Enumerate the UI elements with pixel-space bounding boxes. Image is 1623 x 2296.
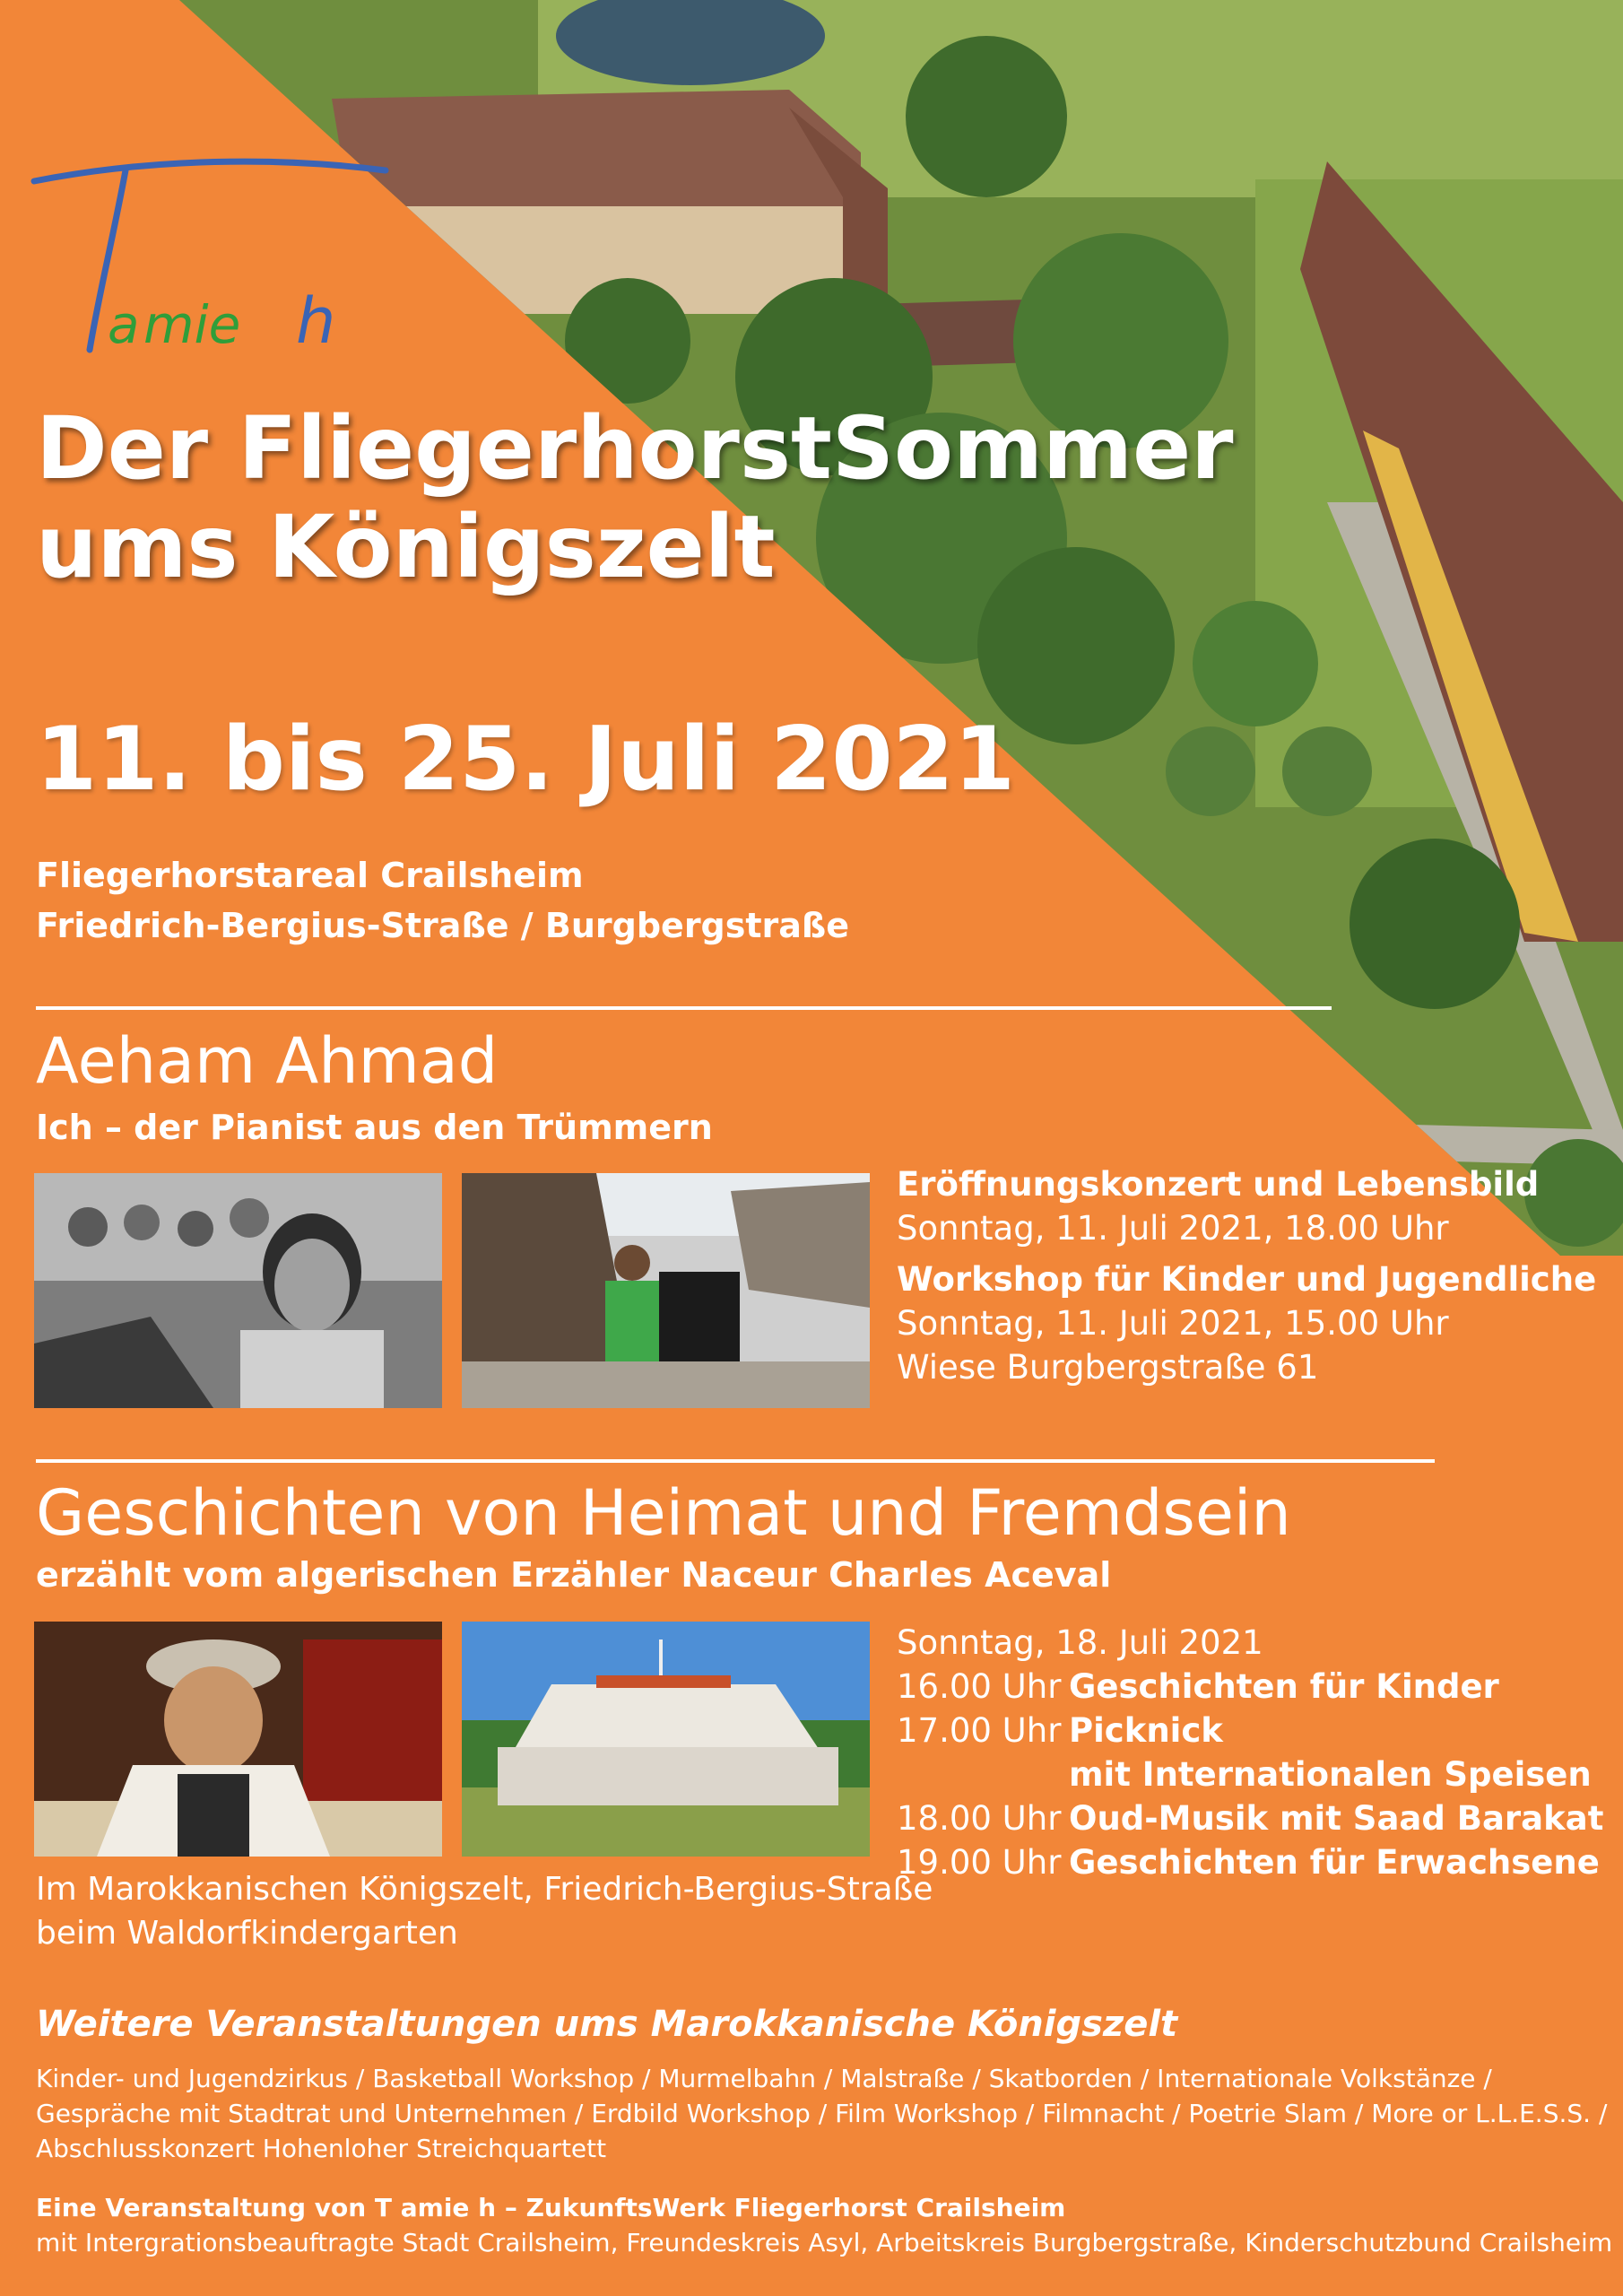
pianist-photo-bw [34, 1173, 442, 1408]
venue-line-2: Friedrich-Bergius-Straße / Burgbergstraße [36, 906, 850, 945]
schedule-row-2: 17.00 Uhr Picknick [897, 1711, 1223, 1750]
pianist-ruins-photo [462, 1173, 870, 1408]
title-line-1: Der FliegerhorstSommer [36, 398, 1234, 499]
divider-2 [36, 1459, 1435, 1463]
section1-heading: Aeham Ahmad [36, 1024, 499, 1098]
event2-title: Workshop für Kinder und Jugendliche [897, 1260, 1597, 1299]
event1-detail: Sonntag, 11. Juli 2021, 18.00 Uhr [897, 1209, 1449, 1248]
location-line-2: beim Waldorfkindergarten [36, 1915, 458, 1952]
venue-line-1: Fliegerhorstareal Crailsheim [36, 856, 584, 895]
svg-text:mie: mie [143, 294, 241, 355]
event1-title: Eröffnungskonzert und Lebensbild [897, 1165, 1540, 1204]
section2-date: Sonntag, 18. Juli 2021 [897, 1623, 1263, 1662]
more-heading: Weitere Veranstaltungen ums Marokkanische Königszelt [36, 2004, 1178, 2045]
section2-heading: Geschichten von Heimat und Fremdsein [36, 1476, 1291, 1550]
more-line-1: Kinder- und Jugendzirkus / Basketball Workshop / Murmelbahn / Malstraße / Skatborden / Internationale Volkstänze / [36, 2064, 1492, 2093]
more-line-3: Abschlusskonzert Hohenloher Streichquartett [36, 2134, 607, 2163]
schedule-row-3: 18.00 Uhr Oud-Musik mit Saad Barakat [897, 1799, 1604, 1838]
title-line-2: ums Königszelt [36, 497, 776, 598]
footer-partners: mit Intergrationsbeauftragte Stadt Crailsheim, Freundeskreis Asyl, Arbeitskreis Burgbergstraße, Kinderschutzbund Crailsheim [36, 2228, 1613, 2257]
storyteller-photo [34, 1622, 442, 1857]
divider-1 [36, 1006, 1332, 1010]
location-line-1: Im Marokkanischen Königszelt, Friedrich-Bergius-Straße [36, 1871, 933, 1908]
section2-subheading: erzählt vom algerischen Erzähler Naceur Charles Aceval [36, 1555, 1112, 1595]
svg-text:a: a [108, 294, 140, 355]
event2-detail: Sonntag, 11. Juli 2021, 15.00 Uhr [897, 1304, 1449, 1343]
event-date: 11. bis 25. Juli 2021 [36, 709, 1015, 811]
schedule-row-4: 19.00 Uhr Geschichten für Erwachsene [897, 1843, 1600, 1882]
royal-tent-photo [462, 1622, 870, 1857]
event2-place: Wiese Burgbergstraße 61 [897, 1348, 1319, 1387]
schedule-row-1: 16.00 Uhr Geschichten für Kinder [897, 1667, 1499, 1706]
section1-subheading: Ich – der Pianist aus den Trümmern [36, 1108, 713, 1147]
svg-text:h: h [296, 284, 336, 358]
schedule-row-2-cont: mit Internationalen Speisen [1069, 1755, 1592, 1794]
tamieh-logo [27, 135, 404, 368]
more-line-2: Gespräche mit Stadtrat und Unternehmen / Erdbild Workshop / Film Workshop / Filmnacht / Poetrie Slam / More or L.L.E.S.S. / [36, 2099, 1608, 2128]
footer-organizer: Eine Veranstaltung von T amie h – ZukunftsWerk Fliegerhorst Crailsheim [36, 2193, 1066, 2222]
